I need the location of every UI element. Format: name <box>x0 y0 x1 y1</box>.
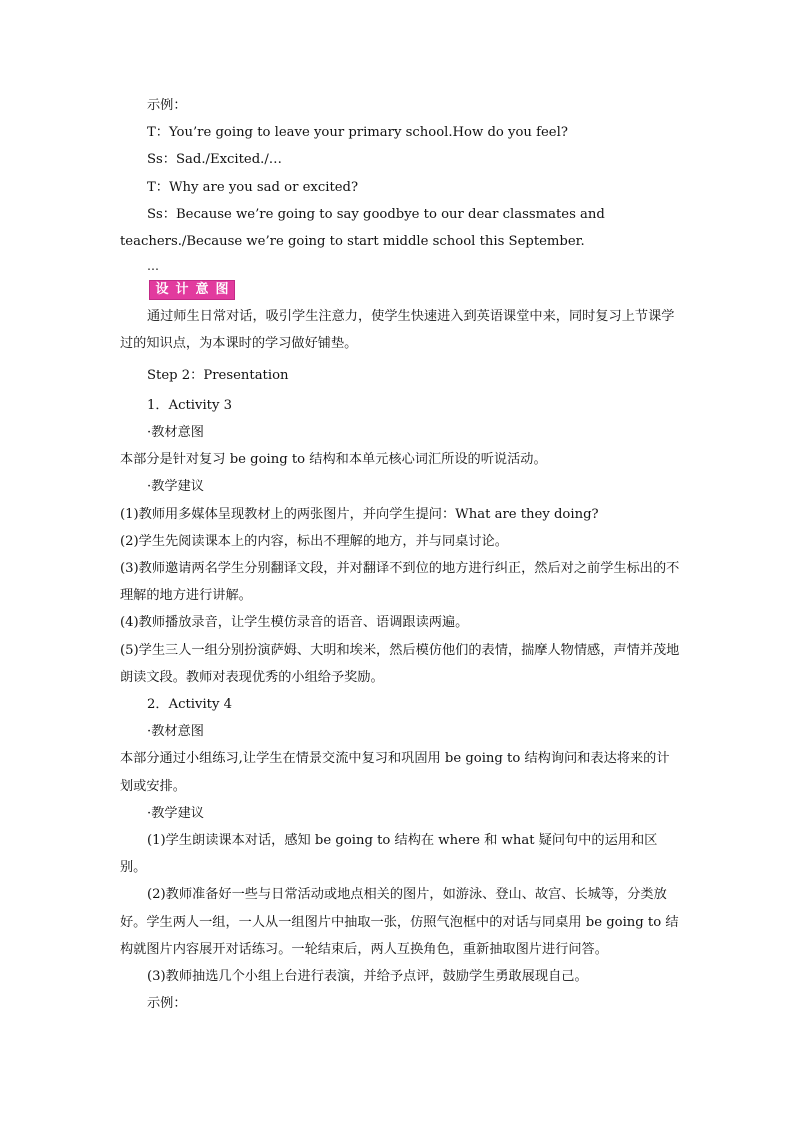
activity4-item-1: (1)学生朗读课本对话，感知 be going to 结构在 where 和 what 疑问句中的运用和区别。 <box>120 833 658 876</box>
activity4-heading: 2．Activity 4 <box>147 697 233 713</box>
dialog-line-3: T：Why are you sad or excited? <box>147 179 359 195</box>
badge-char-4: 图 <box>215 282 229 298</box>
activity3-item-4: (4)教师播放录音，让学生模仿录音的语音、语调跟读两遍。 <box>120 615 469 631</box>
dialog-line-4: Ss：Because we’re going to say goodbye to our dear classmates and teachers./Because we’re going to start middle school this September. <box>120 206 605 250</box>
badge-char-3: 意 <box>195 282 209 298</box>
document-page <box>120 92 680 1018</box>
activity3-item-5: (5)学生三人一组分别扮演萨姆、大明和埃米，然后模仿他们的表情，揣摩人物情感，声情并茂地朗读文段。教师对表现优秀的小组给予奖励。 <box>120 642 680 685</box>
activity3-intent-text: 本部分是针对复习 be going to 结构和本单元核心词汇所设的听说活动。 <box>120 452 547 468</box>
dialog-line-2: Ss：Sad./Excited./… <box>147 152 282 168</box>
design-intent-badge-row <box>120 277 680 303</box>
badge-char-1: 设 <box>155 282 169 298</box>
dialog-ellipsis: … <box>147 259 159 274</box>
activity4-item-2: (2)教师准备好一些与日常活动或地点相关的图片，如游泳、登山、故宫、长城等，分类放好。学生两人一组，一人从一组图片中抽取一张，仿照气泡框中的对话与同桌用 be going to 结构就图片内容展开对话练习。一轮结束后，两人互换角色，重新抽取图片进行问答。 <box>120 887 679 957</box>
activity3-intent-label: ·教材意图 <box>147 425 204 441</box>
design-intent-badge <box>149 280 235 300</box>
activity4-item-3: (3)教师抽选几个小组上台进行表演，并给予点评，鼓励学生勇敢展现自己。 <box>147 969 588 985</box>
activity4-suggest-label: ·教学建议 <box>147 805 204 821</box>
badge-char-2: 计 <box>175 282 189 298</box>
activity3-suggest-label: ·教学建议 <box>147 479 204 495</box>
activity3-item-2: (2)学生先阅读课本上的内容，标出不理解的地方，并与同桌讨论。 <box>120 533 508 549</box>
activity3-item-1: (1)教师用多媒体呈现教材上的两张图片，并向学生提问：What are they doing? <box>120 506 599 522</box>
activity4-intent-text: 本部分通过小组练习,让学生在情景交流中复习和巩固用 be going to 结构询问和表达将来的计划或安排。 <box>120 751 670 794</box>
step-heading: Step 2：Presentation <box>147 367 289 383</box>
design-intent-text: 通过师生日常对话，吸引学生注意力，使学生快速进入到英语课堂中来，同时复习上节课学过的知识点，为本课时的学习做好铺垫。 <box>120 309 675 352</box>
activity3-heading: 1．Activity 3 <box>147 397 233 413</box>
example-label: 示例： <box>147 98 187 113</box>
activity4-example-label: 示例： <box>147 996 187 1012</box>
dialog-line-1: T：You’re going to leave your primary school.How do you feel? <box>147 125 568 141</box>
activity4-intent-label: ·教材意图 <box>147 724 204 740</box>
activity3-item-3: (3)教师邀请两名学生分别翻译文段，并对翻译不到位的地方进行纠正，然后对之前学生标出的不理解的地方进行讲解。 <box>120 561 680 604</box>
